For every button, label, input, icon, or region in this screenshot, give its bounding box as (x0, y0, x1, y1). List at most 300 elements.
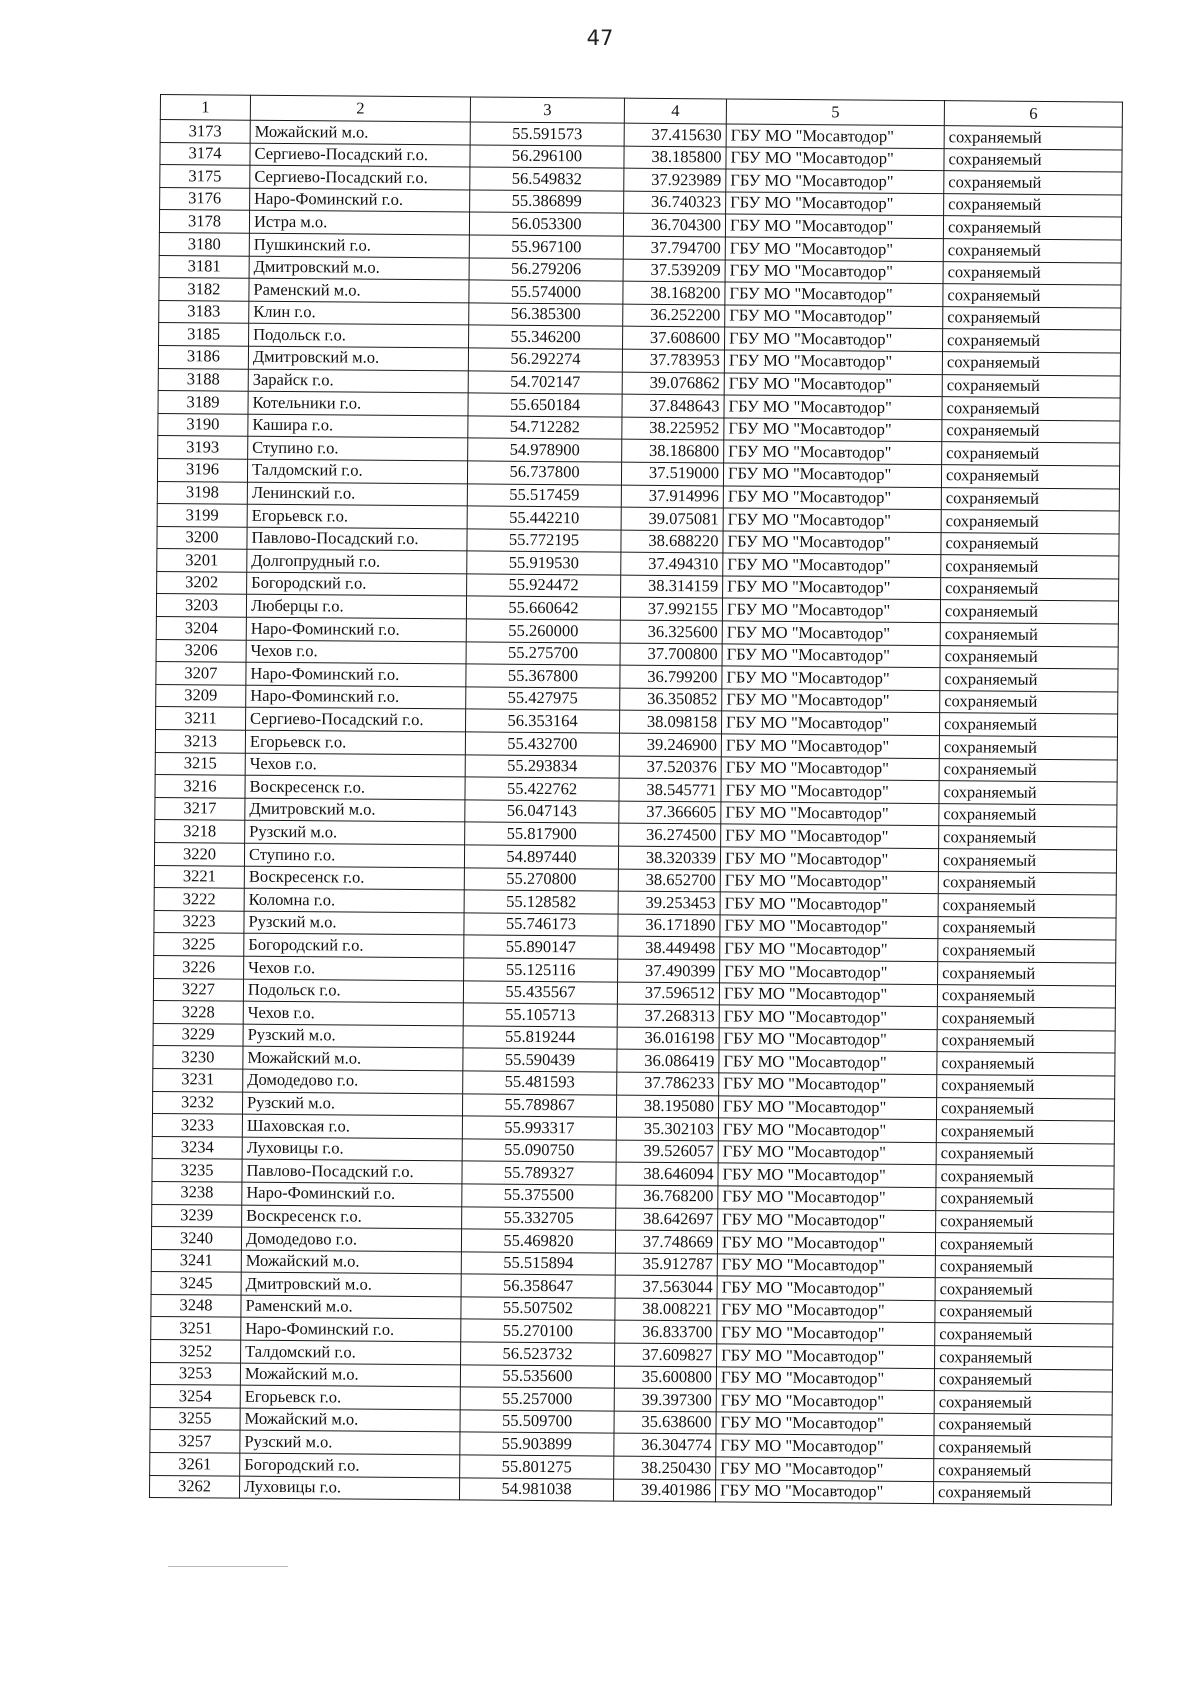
cell-number: 3200 (157, 526, 247, 549)
cell-longitude: 37.490399 (618, 959, 720, 982)
cell-number: 3218 (155, 820, 245, 843)
cell-number: 3245 (151, 1272, 241, 1295)
cell-status: сохраняемый (941, 487, 1119, 511)
cell-latitude: 55.591573 (470, 122, 624, 146)
cell-longitude: 35.302103 (616, 1117, 718, 1140)
cell-district: Егорьевск г.о. (240, 1385, 460, 1409)
cell-district: Ступино г.о. (248, 437, 468, 461)
cell-district: Богородский г.о. (244, 934, 464, 958)
cell-status: сохраняемый (943, 329, 1121, 353)
cell-status: сохраняемый (943, 306, 1121, 330)
cell-status: сохраняемый (943, 261, 1121, 285)
cell-status: сохраняемый (939, 758, 1117, 782)
cell-status: сохраняемый (941, 555, 1119, 579)
cell-longitude: 37.519000 (621, 462, 723, 485)
cell-longitude: 35.638600 (614, 1411, 716, 1434)
cell-latitude: 55.819244 (463, 1026, 617, 1050)
cell-latitude: 55.270100 (461, 1319, 615, 1343)
cell-longitude: 36.086419 (617, 1049, 719, 1072)
cell-organization: ГБУ МО "Мосавтодор" (718, 1163, 936, 1187)
cell-status: сохраняемый (937, 1052, 1115, 1076)
cell-organization: ГБУ МО "Мосавтодор" (720, 847, 938, 871)
cell-district: Дмитровский м.о. (248, 346, 468, 370)
cell-latitude: 56.523732 (461, 1342, 615, 1366)
cell-organization: ГБУ МО "Мосавтодор" (723, 576, 941, 600)
cell-number: 3220 (154, 842, 244, 865)
cell-number: 3227 (153, 978, 243, 1001)
cell-number: 3198 (157, 481, 247, 504)
cell-organization: ГБУ МО "Мосавтодор" (723, 508, 941, 532)
cell-number: 3211 (156, 707, 246, 730)
cell-status: сохраняемый (940, 645, 1118, 669)
cell-longitude: 37.366605 (619, 801, 721, 824)
cell-longitude: 36.274500 (619, 824, 721, 847)
cell-latitude: 55.509700 (460, 1410, 614, 1434)
cell-number: 3188 (158, 368, 248, 391)
cell-district: Можайский м.о. (240, 1408, 460, 1432)
cell-latitude: 55.346200 (469, 325, 623, 349)
cell-longitude: 37.748669 (615, 1230, 717, 1253)
cell-organization: ГБУ МО "Мосавтодор" (716, 1389, 934, 1413)
cell-organization: ГБУ МО "Мосавтодор" (721, 711, 939, 735)
cell-status: сохраняемый (935, 1346, 1113, 1370)
cell-district: Чехов г.о. (244, 956, 464, 980)
cell-longitude: 36.833700 (615, 1321, 717, 1344)
cell-status: сохраняемый (939, 736, 1117, 760)
cell-number: 3251 (151, 1317, 241, 1340)
cell-longitude: 37.992155 (620, 598, 722, 621)
cell-organization: ГБУ МО "Мосавтодор" (726, 192, 944, 216)
cell-status: сохраняемый (942, 397, 1120, 421)
column-header-6: 6 (944, 101, 1122, 127)
cell-longitude: 38.646094 (616, 1162, 718, 1185)
cell-organization: ГБУ МО "Мосавтодор" (724, 350, 942, 374)
cell-longitude: 38.195080 (616, 1095, 718, 1118)
cell-number: 3239 (152, 1204, 242, 1227)
cell-longitude: 39.246900 (619, 733, 721, 756)
cell-latitude: 55.967100 (469, 235, 623, 259)
cell-number: 3193 (158, 436, 248, 459)
cell-district: Рузский м.о. (242, 1092, 462, 1116)
cell-number: 3235 (152, 1159, 242, 1182)
cell-status: сохраняемый (935, 1233, 1113, 1257)
cell-number: 3261 (150, 1452, 240, 1475)
cell-longitude: 38.185800 (624, 146, 726, 169)
cell-latitude: 55.375500 (462, 1184, 616, 1208)
cell-organization: ГБУ МО "Мосавтодор" (721, 757, 939, 781)
column-header-1: 1 (160, 95, 250, 121)
cell-organization: ГБУ МО "Мосавтодор" (723, 553, 941, 577)
cell-number: 3217 (155, 797, 245, 820)
cell-status: сохраняемый (943, 284, 1121, 308)
column-header-2: 2 (250, 95, 470, 122)
cell-status: сохраняемый (937, 1007, 1115, 1031)
cell-district: Истра м.о. (249, 211, 469, 235)
cell-longitude: 38.186800 (622, 439, 724, 462)
cell-status: сохраняемый (939, 803, 1117, 827)
cell-status: сохраняемый (934, 1368, 1112, 1392)
cell-district: Воскресенск г.о. (244, 866, 464, 890)
cell-status: сохраняемый (942, 374, 1120, 398)
cell-latitude: 54.978900 (468, 438, 622, 462)
cell-longitude: 36.704300 (623, 214, 725, 237)
cell-number: 3226 (154, 955, 244, 978)
cell-latitude: 56.047143 (465, 800, 619, 824)
cell-district: Можайский м.о. (240, 1363, 460, 1387)
cell-latitude: 55.257000 (460, 1387, 614, 1411)
cell-longitude: 38.168200 (623, 281, 725, 304)
cell-district: Луховицы г.о. (242, 1137, 462, 1161)
cell-district: Воскресенск г.о. (242, 1205, 462, 1229)
cell-organization: ГБУ МО "Мосавтодор" (717, 1344, 935, 1368)
cell-number: 3229 (153, 1023, 243, 1046)
cell-latitude: 55.817900 (465, 822, 619, 846)
cell-status: сохраняемый (942, 442, 1120, 466)
cell-district: Наро-Фоминский г.о. (250, 188, 470, 212)
cell-number: 3176 (160, 187, 250, 210)
cell-longitude: 39.397300 (614, 1388, 716, 1411)
cell-longitude: 38.642697 (616, 1208, 718, 1231)
cell-number: 3234 (152, 1136, 242, 1159)
cell-status: сохраняемый (935, 1323, 1113, 1347)
cell-district: Чехов г.о. (243, 1001, 463, 1025)
cell-longitude: 36.740323 (624, 191, 726, 214)
cell-organization: ГБУ МО "Мосавтодор" (725, 327, 943, 351)
cell-latitude: 55.535600 (460, 1365, 614, 1389)
cell-number: 3203 (156, 594, 246, 617)
cell-latitude: 55.260000 (466, 619, 620, 643)
cell-number: 3199 (157, 504, 247, 527)
cell-number: 3233 (152, 1114, 242, 1137)
cell-district: Егорьевск г.о. (245, 730, 465, 754)
registry-table (149, 94, 1123, 1506)
cell-number: 3222 (154, 888, 244, 911)
cell-status: сохраняемый (935, 1278, 1113, 1302)
cell-status: сохраняемый (939, 826, 1117, 850)
cell-status: сохраняемый (936, 1097, 1114, 1121)
cell-district: Чехов г.о. (245, 753, 465, 777)
cell-number: 3248 (151, 1294, 241, 1317)
cell-district: Рузский м.о. (245, 821, 465, 845)
cell-number: 3252 (151, 1340, 241, 1363)
cell-longitude: 38.314159 (621, 575, 723, 598)
cell-latitude: 55.275700 (466, 642, 620, 666)
cell-longitude: 36.252200 (623, 304, 725, 327)
cell-longitude: 35.912787 (615, 1253, 717, 1276)
cell-latitude: 56.549832 (470, 167, 624, 191)
cell-organization: ГБУ МО "Мосавтодор" (720, 892, 938, 916)
cell-district: Долгопрудный г.о. (247, 549, 467, 573)
cell-longitude: 37.609827 (615, 1343, 717, 1366)
cell-district: Можайский м.о. (243, 1047, 463, 1071)
cell-status: сохраняемый (938, 894, 1116, 918)
column-header-4: 4 (624, 98, 726, 124)
cell-organization: ГБУ МО "Мосавтодор" (723, 485, 941, 509)
cell-organization: ГБУ МО "Мосавтодор" (724, 395, 942, 419)
cell-organization: ГБУ МО "Мосавтодор" (718, 1118, 936, 1142)
cell-organization: ГБУ МО "Мосавтодор" (724, 440, 942, 464)
cell-number: 3201 (157, 549, 247, 572)
cell-longitude: 38.098158 (619, 711, 721, 734)
cell-latitude: 55.469820 (461, 1229, 615, 1253)
column-header-5: 5 (726, 99, 944, 126)
cell-longitude: 37.700800 (620, 643, 722, 666)
cell-organization: ГБУ МО "Мосавтодор" (717, 1231, 935, 1255)
cell-number: 3204 (156, 617, 246, 640)
cell-longitude: 36.016198 (617, 1027, 719, 1050)
cell-latitude: 55.590439 (463, 1048, 617, 1072)
cell-longitude: 36.350852 (620, 688, 722, 711)
cell-longitude: 39.076862 (622, 372, 724, 395)
cell-district: Кашира г.о. (248, 414, 468, 438)
cell-district: Пушкинский г.о. (249, 233, 469, 257)
column-header-3: 3 (470, 97, 624, 123)
cell-latitude: 55.801275 (460, 1455, 614, 1479)
cell-organization: ГБУ МО "Мосавтодор" (722, 598, 940, 622)
cell-number: 3186 (158, 345, 248, 368)
cell-district: Чехов г.о. (246, 640, 466, 664)
cell-number: 3228 (153, 1001, 243, 1024)
cell-number: 3189 (158, 391, 248, 414)
cell-number: 3253 (150, 1362, 240, 1385)
cell-organization: ГБУ МО "Мосавтодор" (718, 1208, 936, 1232)
cell-organization: ГБУ МО "Мосавтодор" (720, 915, 938, 939)
cell-longitude: 36.325600 (620, 620, 722, 643)
cell-district: Рузский м.о. (240, 1431, 460, 1455)
cell-latitude: 55.660642 (466, 596, 620, 620)
cell-organization: ГБУ МО "Мосавтодор" (719, 1028, 937, 1052)
cell-latitude: 54.712282 (468, 416, 622, 440)
cell-organization: ГБУ МО "Мосавтодор" (718, 1141, 936, 1165)
cell-district: Домодедово г.о. (241, 1227, 461, 1251)
cell-district: Подольск г.о. (249, 324, 469, 348)
cell-latitude: 55.270800 (464, 868, 618, 892)
cell-district: Сергиево-Посадский г.о. (250, 165, 470, 189)
cell-organization: ГБУ МО "Мосавтодор" (721, 824, 939, 848)
cell-organization: ГБУ МО "Мосавтодор" (716, 1367, 934, 1391)
cell-district: Домодедово г.о. (243, 1069, 463, 1093)
cell-longitude: 38.320339 (618, 846, 720, 869)
cell-district: Богородский г.о. (240, 1453, 460, 1477)
cell-longitude: 36.304774 (614, 1434, 716, 1457)
cell-latitude: 55.772195 (467, 529, 621, 553)
cell-number: 3216 (155, 775, 245, 798)
cell-longitude: 39.253453 (618, 891, 720, 914)
cell-longitude: 38.250430 (614, 1456, 716, 1479)
cell-district: Егорьевск г.о. (247, 504, 467, 528)
cell-number: 3190 (158, 413, 248, 436)
cell-status: сохраняемый (938, 849, 1116, 873)
cell-longitude: 37.494310 (621, 552, 723, 575)
cell-district: Наро-Фоминский г.о. (246, 617, 466, 641)
cell-number: 3174 (160, 142, 250, 165)
cell-organization: ГБУ МО "Мосавтодор" (718, 1095, 936, 1119)
cell-district: Котельники г.о. (248, 391, 468, 415)
cell-organization: ГБУ МО "Мосавтодор" (726, 169, 944, 193)
cell-latitude: 56.292274 (468, 348, 622, 372)
cell-longitude: 35.600800 (614, 1366, 716, 1389)
cell-number: 3255 (150, 1407, 240, 1430)
cell-organization: ГБУ МО "Мосавтодор" (725, 214, 943, 238)
cell-longitude: 37.783953 (622, 349, 724, 372)
cell-organization: ГБУ МО "Мосавтодор" (721, 802, 939, 826)
cell-longitude: 37.596512 (617, 982, 719, 1005)
cell-latitude: 56.358647 (461, 1274, 615, 1298)
page-number: 47 (586, 26, 614, 50)
cell-longitude: 37.848643 (622, 394, 724, 417)
cell-district: Богородский г.о. (247, 572, 467, 596)
cell-latitude: 55.789867 (462, 1093, 616, 1117)
cell-longitude: 37.268313 (617, 1004, 719, 1027)
cell-longitude: 38.225952 (622, 417, 724, 440)
cell-number: 3225 (154, 933, 244, 956)
cell-latitude: 55.924472 (467, 574, 621, 598)
cell-longitude: 37.520376 (619, 756, 721, 779)
cell-longitude: 37.415630 (624, 123, 726, 146)
cell-latitude: 56.385300 (469, 303, 623, 327)
cell-latitude: 55.422762 (465, 777, 619, 801)
cell-status: сохраняемый (940, 690, 1118, 714)
cell-district: Ступино г.о. (244, 843, 464, 867)
cell-district: Дмитровский м.о. (245, 798, 465, 822)
cell-latitude: 55.517459 (467, 483, 621, 507)
cell-number: 3207 (156, 662, 246, 685)
cell-number: 3241 (151, 1249, 241, 1272)
cell-district: Наро-Фоминский г.о. (246, 662, 466, 686)
cell-number: 3202 (157, 571, 247, 594)
cell-latitude: 55.128582 (464, 890, 618, 914)
cell-organization: ГБУ МО "Мосавтодор" (720, 960, 938, 984)
cell-status: сохраняемый (936, 1120, 1114, 1144)
cell-longitude: 36.799200 (620, 665, 722, 688)
cell-number: 3185 (159, 323, 249, 346)
cell-longitude: 37.608600 (623, 326, 725, 349)
cell-latitude: 55.507502 (461, 1297, 615, 1321)
cell-latitude: 55.090750 (462, 1139, 616, 1163)
cell-organization: ГБУ МО "Мосавтодор" (718, 1186, 936, 1210)
cell-latitude: 55.574000 (469, 280, 623, 304)
cell-status: сохраняемый (938, 962, 1116, 986)
cell-latitude: 55.903899 (460, 1432, 614, 1456)
cell-status: сохраняемый (944, 193, 1122, 217)
cell-status: сохраняемый (943, 239, 1121, 263)
cell-status: сохраняемый (937, 1029, 1115, 1053)
cell-latitude: 56.737800 (467, 461, 621, 485)
cell-latitude: 55.515894 (461, 1252, 615, 1276)
cell-district: Можайский м.о. (250, 120, 470, 144)
cell-latitude: 55.432700 (465, 732, 619, 756)
cell-status: сохраняемый (939, 713, 1117, 737)
cell-status: сохраняемый (936, 1142, 1114, 1166)
cell-latitude: 55.789327 (462, 1161, 616, 1185)
cell-organization: ГБУ МО "Мосавтодор" (717, 1321, 935, 1345)
cell-organization: ГБУ МО "Мосавтодор" (717, 1254, 935, 1278)
cell-number: 3213 (155, 730, 245, 753)
cell-status: сохраняемый (933, 1481, 1111, 1505)
cell-status: сохраняемый (934, 1436, 1112, 1460)
cell-latitude: 56.053300 (469, 212, 623, 236)
registry-table-container (149, 94, 1122, 1506)
cell-longitude: 37.794700 (623, 236, 725, 259)
cell-latitude: 55.746173 (464, 913, 618, 937)
cell-status: сохраняемый (938, 939, 1116, 963)
cell-organization: ГБУ МО "Мосавтодор" (719, 1050, 937, 1074)
cell-latitude: 55.367800 (466, 664, 620, 688)
cell-district: Зарайск г.о. (248, 369, 468, 393)
cell-longitude: 39.075081 (621, 507, 723, 530)
cell-organization: ГБУ МО "Мосавтодор" (719, 1073, 937, 1097)
cell-status: сохраняемый (941, 578, 1119, 602)
cell-latitude: 55.332705 (462, 1206, 616, 1230)
cell-number: 3173 (160, 120, 250, 143)
cell-district: Можайский м.о. (241, 1250, 461, 1274)
cell-latitude: 56.296100 (470, 145, 624, 169)
cell-latitude: 56.279206 (469, 257, 623, 281)
cell-organization: ГБУ МО "Мосавтодор" (725, 305, 943, 329)
cell-number: 3182 (159, 278, 249, 301)
cell-district: Подольск г.о. (243, 979, 463, 1003)
cell-number: 3181 (159, 255, 249, 278)
cell-longitude: 38.545771 (619, 778, 721, 801)
cell-status: сохраняемый (936, 1165, 1114, 1189)
cell-latitude: 55.650184 (468, 393, 622, 417)
cell-number: 3238 (152, 1181, 242, 1204)
cell-number: 3262 (149, 1475, 239, 1498)
cell-district: Павлово-Посадский г.о. (247, 527, 467, 551)
cell-number: 3178 (159, 210, 249, 233)
cell-latitude: 54.702147 (468, 370, 622, 394)
cell-status: сохраняемый (937, 1075, 1115, 1099)
cell-number: 3180 (159, 232, 249, 255)
cell-district: Ленинский г.о. (247, 482, 467, 506)
cell-status: сохраняемый (944, 171, 1122, 195)
cell-district: Шаховская г.о. (242, 1114, 462, 1138)
cell-organization: ГБУ МО "Мосавтодор" (719, 982, 937, 1006)
cell-status: сохраняемый (942, 419, 1120, 443)
cell-number: 3206 (156, 639, 246, 662)
cell-latitude: 55.919530 (467, 551, 621, 575)
cell-organization: ГБУ МО "Мосавтодор" (721, 779, 939, 803)
cell-number: 3257 (150, 1430, 240, 1453)
cell-district: Луховицы г.о. (239, 1476, 459, 1500)
cell-status: сохраняемый (941, 510, 1119, 534)
cell-organization: ГБУ МО "Мосавтодор" (725, 260, 943, 284)
cell-district: Наро-Фоминский г.о. (246, 685, 466, 709)
cell-latitude: 55.386899 (470, 190, 624, 214)
cell-latitude: 56.353164 (465, 709, 619, 733)
cell-number: 3232 (152, 1091, 242, 1114)
cell-longitude: 37.539209 (623, 259, 725, 282)
cell-status: сохраняемый (935, 1255, 1113, 1279)
cell-district: Рузский м.о. (244, 911, 464, 935)
cell-status: сохраняемый (936, 1188, 1114, 1212)
cell-latitude: 55.890147 (464, 935, 618, 959)
cell-latitude: 55.442210 (467, 506, 621, 530)
cell-organization: ГБУ МО "Мосавтодор" (720, 870, 938, 894)
cell-number: 3240 (151, 1227, 241, 1250)
cell-organization: ГБУ МО "Мосавтодор" (716, 1412, 934, 1436)
cell-longitude: 39.401986 (613, 1479, 715, 1502)
cell-number: 3221 (154, 865, 244, 888)
cell-number: 3254 (150, 1385, 240, 1408)
cell-organization: ГБУ МО "Мосавтодор" (722, 689, 940, 713)
cell-longitude: 36.768200 (616, 1185, 718, 1208)
cell-number: 3209 (156, 684, 246, 707)
cell-latitude: 55.427975 (466, 687, 620, 711)
cell-organization: ГБУ МО "Мосавтодор" (722, 644, 940, 668)
cell-status: сохраняемый (934, 1459, 1112, 1483)
cell-organization: ГБУ МО "Мосавтодор" (722, 621, 940, 645)
